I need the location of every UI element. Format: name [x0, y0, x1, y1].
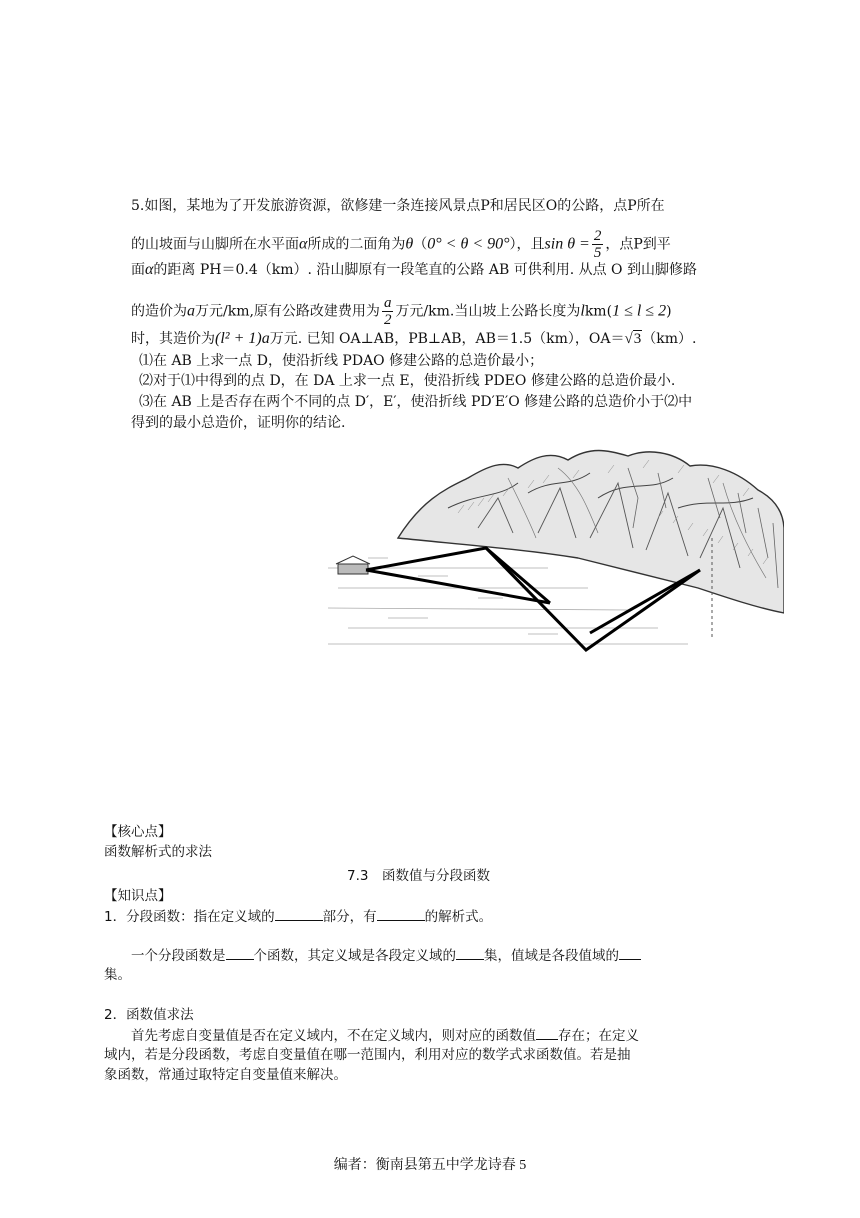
question-3-line2: 得到的最小总造价，证明你的结论. [131, 415, 346, 431]
page-footer: 编者：衡南县第五中学龙诗春 5 [333, 1158, 527, 1173]
question-1: ⑴在 AB 上求一点 D，使沿折线 PDAO 修建公路的总造价最小； [139, 353, 544, 369]
knowledge-item-1-detail [131, 945, 641, 966]
core-point-text: 函数解析式的求法 [104, 844, 212, 860]
text-fragment: 万元/km.当山坡上公路长度为 [395, 303, 581, 320]
problem5-line3 [131, 260, 697, 280]
problem5-text: 5.如图，某地为了开发旅游资源，欲修建一条连接风景点P和居民区O的公路，点P所在 [131, 198, 665, 214]
text-fragment: km( [584, 303, 613, 320]
knowledge-item-2-line1 [131, 1025, 639, 1046]
fraction-denominator: 2 [383, 312, 392, 328]
range-expression: 1 ≤ l ≤ 2 [612, 302, 667, 320]
question-3-line1: ⑶在 AB 上是否存在两个不同的点 D′，E′，使沿折线 PD′E′O 修建公路的总造价小于⑵中 [139, 394, 693, 410]
knowledge-item-2-line3: 象函数，常通过取特定自变量值来解决。 [104, 1067, 347, 1083]
fill-blank [275, 906, 323, 921]
fill-blank [619, 945, 641, 960]
fill-blank [536, 1025, 558, 1040]
a-symbol: a [187, 302, 195, 320]
text-fragment: 面 [131, 262, 145, 278]
fraction-numerator: a [383, 295, 392, 311]
alpha-symbol: α [299, 235, 308, 253]
text-fragment: 1．分段函数：指在定义域的 [104, 909, 275, 925]
question-2: ⑵对于⑴中得到的点 D，在 DA 上求一点 E，使沿折线 PDEO 修建公路的总造价最小. [139, 373, 676, 389]
text-fragment: ，点P到平 [605, 236, 671, 253]
text-fragment: 万元. 已知 OA⊥AB，PB⊥AB，AB＝1.5（km），OA＝ [269, 331, 625, 347]
radicand: 3 [633, 331, 642, 347]
text-fragment: 万元/km,原有公路改建费用为 [195, 303, 380, 320]
text-fragment: 所成的二面角为 [307, 236, 406, 253]
fill-blank [226, 945, 254, 960]
text-fragment: 的造价为 [131, 303, 187, 320]
fill-blank [456, 945, 484, 960]
text-fragment: （km）. [642, 331, 697, 347]
text-fragment: 一个分段函数是 [131, 948, 226, 964]
text-fragment: 的距离 PH＝0.4（km）. 沿山脚原有一段笔直的公路 AB 可供利用. 从点 O 到山脚修路 [153, 262, 697, 278]
text-fragment: 存在；在定义 [558, 1028, 639, 1044]
text-fragment: 的解析式。 [424, 909, 493, 925]
section-title: 7.3 函数值与分段函数 [347, 868, 490, 884]
text-fragment: 首先考虑自变量值是否在定义域内，不在定义域内，则对应的函数值 [131, 1028, 536, 1044]
fraction-numerator: 2 [593, 228, 602, 244]
problem5-line4 [131, 295, 672, 328]
text-fragment: （ [413, 236, 428, 253]
core-point-heading: 【核心点】 [104, 824, 172, 840]
l-symbol: l [580, 302, 585, 320]
fill-blank [377, 906, 425, 921]
problem5-line1 [131, 196, 665, 216]
angle-condition: 0° < θ < 90° [427, 235, 510, 253]
text-fragment: 部分，有 [322, 909, 377, 925]
knowledge-item-2: 2．函数值求法 [104, 1007, 194, 1023]
mountain-road-sketch [328, 438, 784, 656]
text-fragment: 的山坡面与山脚所在水平面 [131, 236, 299, 253]
sin-expression: sin θ = [544, 235, 590, 253]
alpha-symbol: α [145, 261, 154, 278]
sqrt-three: √3 [624, 331, 642, 347]
text-fragment: 个函数，其定义域是各段定义域的 [253, 948, 456, 964]
text-fragment: 集，值域是各段值域的 [484, 948, 619, 964]
text-fragment: ) [666, 303, 672, 320]
text-fragment: ），且 [509, 236, 545, 253]
theta-symbol: θ [405, 235, 414, 253]
knowledge-item-1-end: 集。 [104, 967, 131, 983]
fraction-a-half [382, 295, 394, 328]
cost-expression: (l² + 1)a [215, 330, 270, 347]
problem5-line2 [131, 228, 671, 261]
knowledge-item-1 [104, 906, 492, 927]
problem5-line5 [131, 329, 696, 349]
fraction-denominator: 5 [593, 245, 602, 261]
knowledge-heading: 【知识点】 [104, 888, 172, 904]
text-fragment: 时，其造价为 [131, 331, 215, 347]
fraction-two-fifths [592, 228, 604, 261]
knowledge-item-2-line2: 域内，若是分段函数，考虑自变量值在哪一范围内，利用对应的数学式求函数值。若是抽 [104, 1047, 631, 1063]
